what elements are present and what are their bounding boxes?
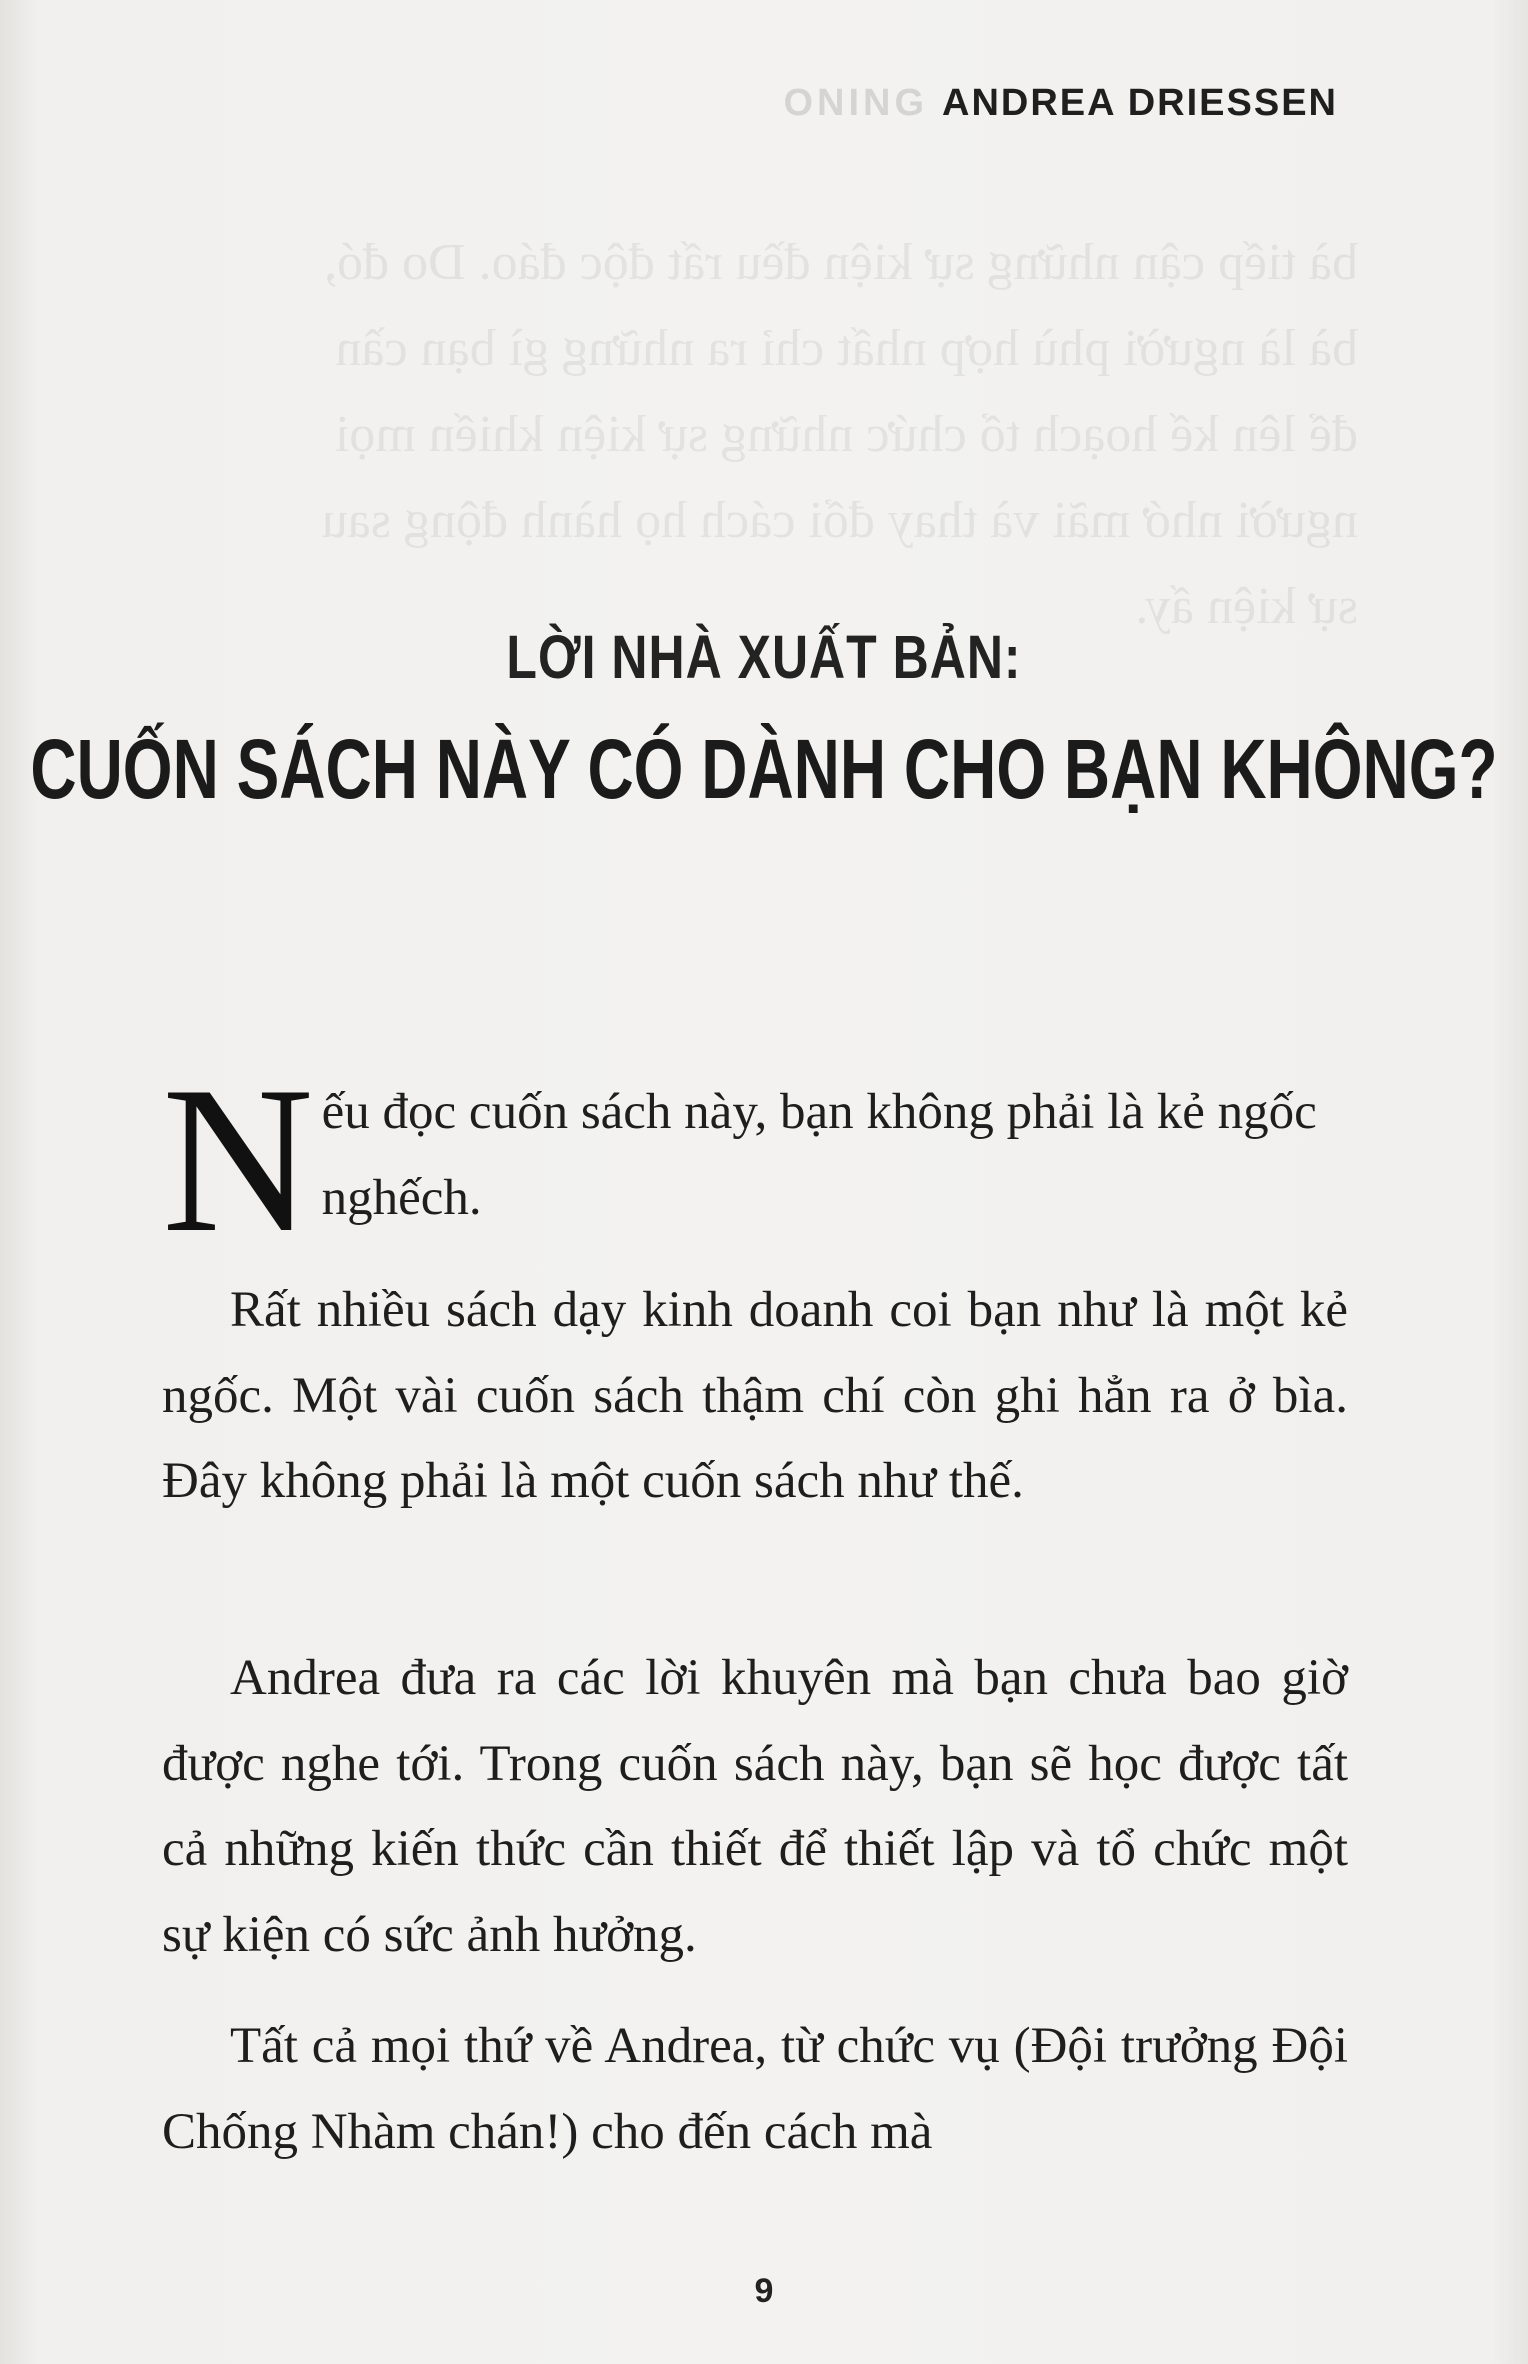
paragraph-2: Rất nhiều sách dạy kinh doanh coi bạn như là một kẻ ngốc. Một vài cuốn sách thậm chí còn ghi hẳn ra ở bìa. Đây không phải là một cuốn sách như thế.	[162, 1282, 1348, 1509]
chapter-title: CUỐN SÁCH NÀY CÓ DÀNH CHO BẠN KHÔNG?	[30, 721, 1498, 817]
paragraph-4: Tất cả mọi thứ về Andrea, từ chức vụ (Đội trưởng Đội Chống Nhàm chán!) cho đến cách mà	[162, 2018, 1348, 2160]
bleed-line: bà là người phù hợp nhất chỉ ra những gì bạn cần	[335, 320, 1358, 377]
bleed-line: người nhớ mãi và thay đổi cách họ hành động sau	[321, 492, 1358, 549]
running-head-author: ANDREA DRIESSEN	[942, 82, 1338, 124]
first-paragraph-text: ếu đọc cuốn sách này, bạn không phải là kẻ ngốc nghếch.	[321, 1084, 1317, 1226]
drop-cap: N	[162, 1044, 314, 1276]
bleed-line: bà tiếp cận những sự kiện đều rất độc đáo. Do đó,	[324, 234, 1358, 291]
running-head	[783, 82, 1338, 125]
paragraph-3: Andrea đưa ra các lời khuyên mà bạn chưa bao giờ được nghe tới. Trong cuốn sách này, bạn sẽ học được tất cả những kiến thức cần thiết để thiết lập và tổ chức một sự kiện có sức ảnh hưởng.	[162, 1650, 1348, 1963]
running-head-ghost: ONING	[783, 82, 929, 124]
first-paragraph	[162, 1044, 1348, 1276]
bleed-through-text	[150, 220, 1358, 650]
bleed-line: để lên kế hoạch tổ chức những sự kiện khiến mọi	[334, 406, 1358, 463]
bleed-line: sự kiện ấy.	[1135, 578, 1358, 635]
page-number: 9	[754, 2272, 774, 2310]
chapter-kicker: LỜI NHÀ XUẤT BẢN:	[506, 623, 1022, 692]
